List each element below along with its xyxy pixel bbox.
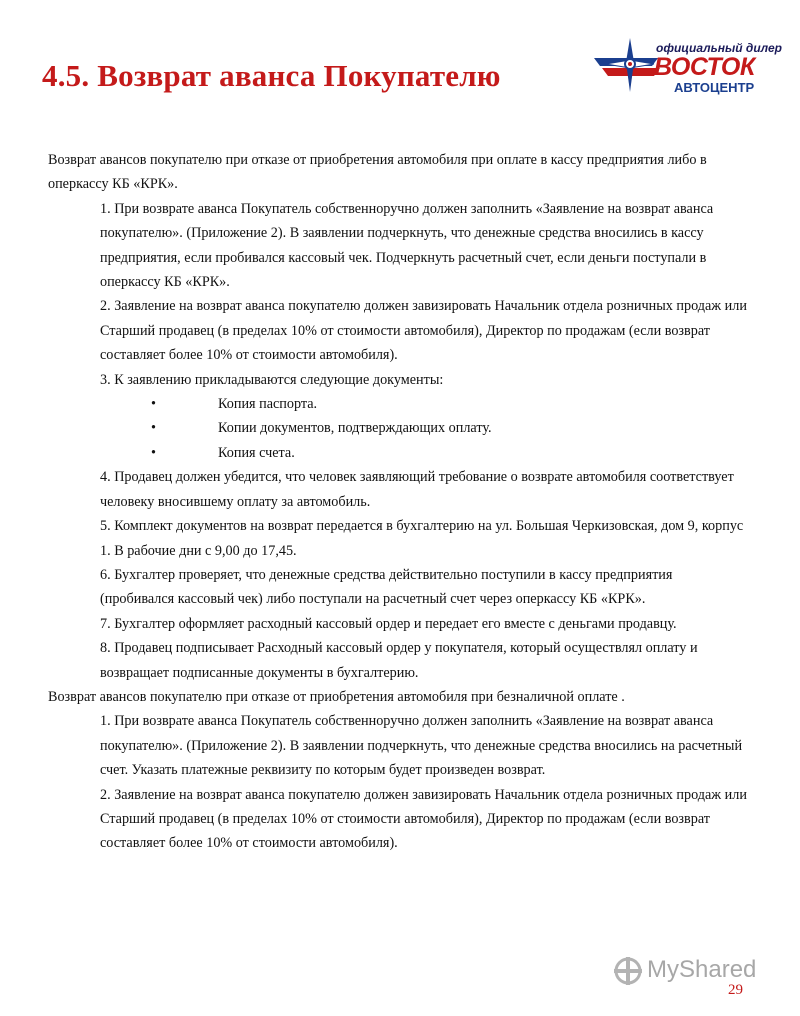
- document-body: [48, 148, 748, 856]
- page-title: 4.5. Возврат аванса Покупателю: [42, 58, 501, 93]
- list-item: • Копия паспорта.: [48, 392, 748, 416]
- dealer-logo: [592, 36, 782, 96]
- section1-step-3: 3. К заявлению прикладываются следующие документы:: [100, 371, 444, 388]
- section1-step-5: 5. Комплект документов на возврат передается в бухгалтерию на ул. Большая Черкизовская, дом 9, корпус 1. В рабочие дни с 9,00 до 17,45.: [100, 518, 744, 559]
- section2-step-2: 2. Заявление на возврат аванса покупателю должен завизировать Начальник отдела розничных продаж или Старший продавец (в пределах 10% от стоимости автомобиля), Директор по продажам (если возврат составляет более 10% от стоимости автомобиля).: [100, 786, 747, 852]
- section2-intro: Возврат авансов покупателю при отказе от приобретения автомобиля при безналичной оплате .: [48, 688, 625, 705]
- watermark-logo-icon: [612, 955, 644, 987]
- section1-step-7: 7. Бухгалтер оформляет расходный кассовый ордер и передает его вместе с деньгами продавцу.: [100, 615, 677, 632]
- section1-step-2: 2. Заявление на возврат аванса покупателю должен завизировать Начальник отдела розничных продаж или Старший продавец (в пределах 10% от стоимости автомобиля), Директор по продажам (если возврат составляет более 10% от стоимости автомобиля).: [100, 298, 747, 364]
- list-item: • Копии документов, подтверждающих оплату.: [48, 416, 748, 440]
- section1-step-1: 1. При возврате аванса Покупатель собственноручно должен заполнить «Заявление на возврат аванса покупателю». (Приложение 2). В заявлении подчеркнуть, что денежные средства вносились в кассу предприятия, если пробивался кассовый чек. Подчеркнуть расчетный счет, если деньги поступали в оперкассу КБ «КРК».: [100, 200, 714, 291]
- logo-tagline: официальный дилер: [656, 41, 782, 55]
- bullet: •: [151, 444, 156, 461]
- section1-step-6: 6. Бухгалтер проверяет, что денежные средства действительно поступили в кассу предприятия (пробивался кассовый чек) либо поступали на расчетный счет через оперкассу КБ «КРК».: [100, 566, 673, 608]
- documents-list: [48, 392, 748, 465]
- list-item: • Копия счета.: [48, 441, 748, 465]
- section1-step-4: 4. Продавец должен убедится, что человек заявляющий требование о возврате автомобиля соответствует человеку вносившему оплату за автомобиль.: [100, 469, 734, 510]
- section1-step-8: 8. Продавец подписывает Расходный кассовый ордер у покупателя, который осуществлял оплату и возвращает подписанные документы в бухгалтерию.: [100, 640, 698, 681]
- logo-brand: ВОСТОК: [654, 53, 755, 81]
- bullet: •: [151, 420, 156, 437]
- section2-step-1: 1. При возврате аванса Покупатель собственноручно должен заполнить «Заявление на возврат аванса покупателю». (Приложение 2). В заявлении подчеркнуть, что денежные средства вносились на расчетный счет. Указать платежные реквизиту по которым будет произведен возврат.: [100, 713, 743, 779]
- logo-subtitle: АВТОЦЕНТР: [674, 80, 755, 95]
- page-number: 29: [728, 982, 743, 998]
- compass-star-icon: [592, 36, 662, 96]
- bullet: •: [151, 396, 156, 413]
- section1-intro: Возврат авансов покупателю при отказе от приобретения автомобиля при оплате в кассу предприятия либо в оперкассу КБ «КРК».: [48, 152, 707, 193]
- watermark-text: MyShared: [647, 956, 757, 983]
